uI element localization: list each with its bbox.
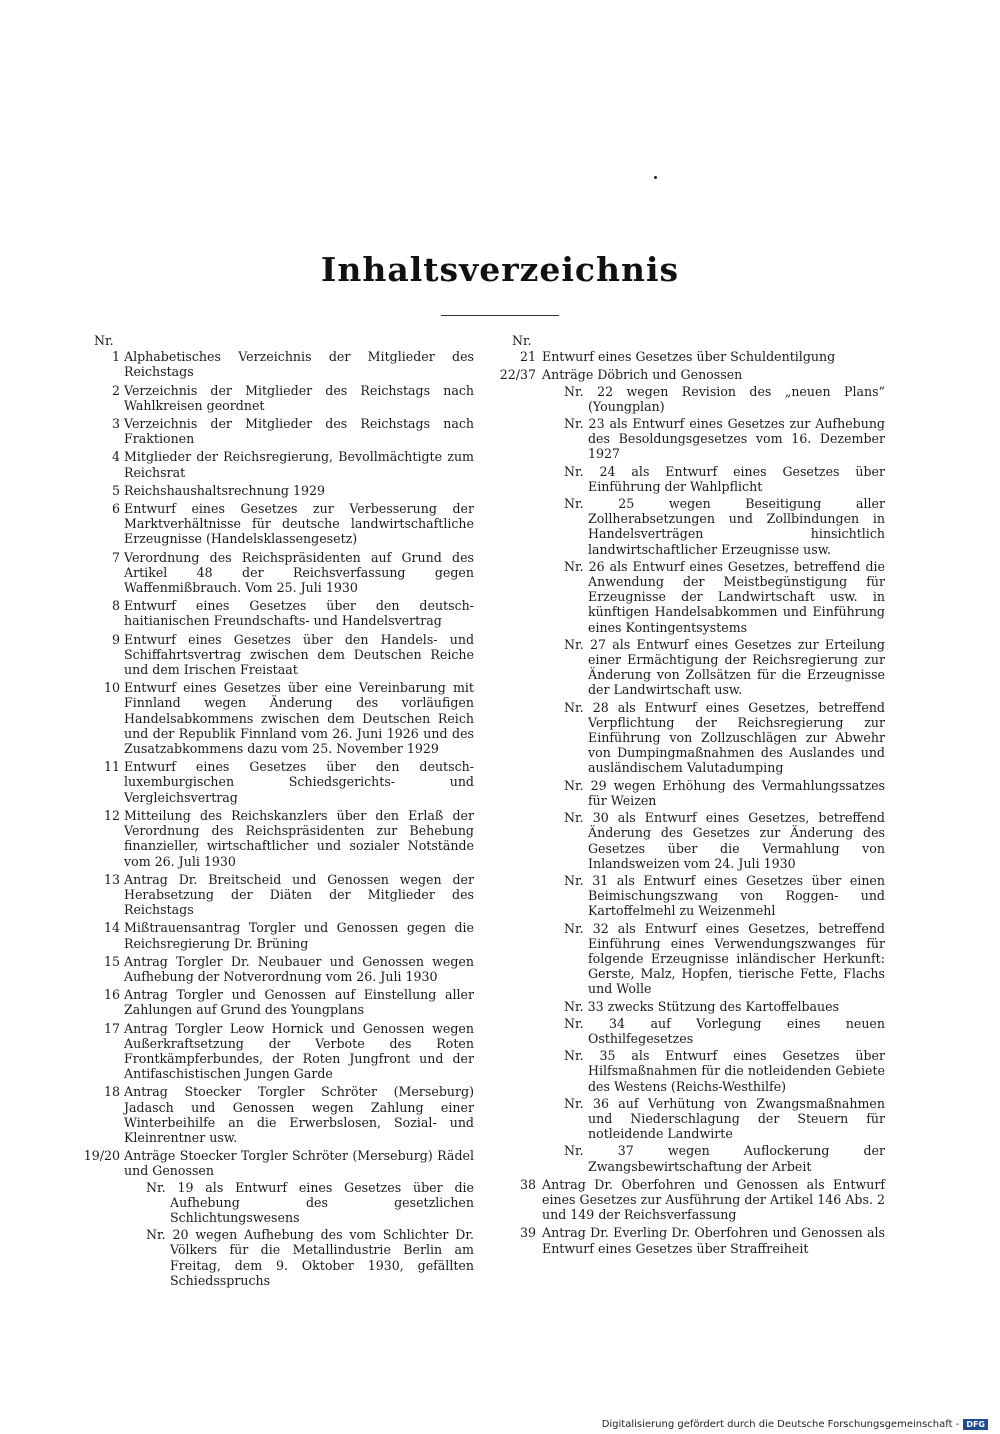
toc-entry: [78, 808, 474, 869]
entry-number: 39: [519, 1225, 536, 1241]
entry-title: Reichshaushaltsrechnung 1929: [124, 482, 326, 498]
toc-entry: [78, 416, 474, 446]
entry-title: Antrag Stoecker Torgler Schröter (Merseburg) Jadasch und Genossen wegen Zahlung einer Winterbeihilfe an die Erwerbslosen, Sozial- und Kleinrentner usw.: [124, 1084, 474, 1145]
entry-number: 15: [103, 953, 120, 969]
entry-title: Anträge Döbrich und Genossen: [542, 367, 743, 383]
toc-entry: [78, 550, 474, 596]
toc-entry: [494, 1177, 885, 1223]
entry-title: Alphabetisches Verzeichnis der Mitglieder des Reichstags: [124, 349, 474, 380]
entry-title: Anträge Stoecker Torgler Schröter (Merseburg) Rädel und Genossen: [124, 1148, 474, 1179]
entry-number: 1: [111, 349, 120, 365]
toc-subentry: Nr. 28 als Entwurf eines Gesetzes, betreffend Verpflichtung der Reichsregierung zur Einführung von Zollzuschlägen zur Abwehr von Dumpingmaßnahmen des Auslandes und ausländischem Valutadumping: [564, 699, 885, 776]
toc-subentry: Nr. 34 auf Vorlegung eines neuen Osthilfegesetzes: [564, 1015, 885, 1046]
toc-entry: [78, 383, 474, 413]
entry-number: 17: [103, 1020, 120, 1036]
toc-subentry: Nr. 23 als Entwurf eines Gesetzes zur Aufhebung des Besoldungsgesetzes vom 16. Dezember 1927: [564, 416, 885, 462]
toc-subentry: Nr. 32 als Entwurf eines Gesetzes, betreffend Einführung eines Verwendungszwanges für folgende Erzeugnisse inländischer Herkunft: Gerste, Malz, Hopfen, tierische Fette, Flachs und Wolle: [564, 920, 885, 997]
entry-title: Mitteilung des Reichskanzlers über den Erlaß der Verordnung des Reichspräsidenten zur Behebung finanzieller, wirtschaftlicher und sozialer Notstände vom 26. Juli 1930: [124, 807, 474, 869]
entry-number: 38: [519, 1176, 536, 1192]
toc-entry: [78, 1021, 474, 1082]
entry-title: Entwurf eines Gesetzes über den deutsch-haitianischen Freundschafts- und Handelsvertrag: [124, 598, 474, 629]
entry-number: 16: [103, 987, 120, 1003]
entry-title: Mißtrauensantrag Torgler und Genossen gegen die Reichsregierung Dr. Brüning: [124, 920, 474, 951]
toc-left-column: [78, 333, 474, 1291]
entry-title: Antrag Torgler Dr. Neubauer und Genossen wegen Aufhebung der Notverordnung vom 26. Juli 1930: [124, 953, 474, 984]
toc-subentry: Nr. 29 wegen Erhöhung des Vermahlungssatzes für Weizen: [564, 777, 885, 808]
entry-title: Antrag Dr. Oberfohren und Genossen als Entwurf eines Gesetzes zur Ausführung der Artikel 146 Abs. 2 und 149 der Reichsverfassung: [542, 1176, 885, 1223]
footer: [602, 1419, 988, 1430]
toc-subentry: Nr. 27 als Entwurf eines Gesetzes zur Erteilung einer Ermächtigung der Reichsregierung zur Änderung von Zollsätzen für die Erzeugnisse der Landwirtschaft usw.: [564, 636, 885, 698]
toc-entry: [78, 954, 474, 984]
toc-entry: [78, 449, 474, 479]
entry-number: 9: [111, 631, 120, 647]
toc-entry: [78, 680, 474, 756]
entry-number: 13: [103, 871, 120, 887]
entry-title: Entwurf eines Gesetzes über Schuldentilgung: [542, 349, 836, 365]
entry-number: 3: [111, 416, 120, 432]
entry-number: 21: [519, 349, 536, 365]
toc-subentry: Nr. 26 als Entwurf eines Gesetzes, betreffend die Anwendung der Meistbegünstigung für Erzeugnisse der Landwirtschaft usw. in künftigen Handelsabkommen und Einführung eines Kontingentsystems: [564, 558, 885, 635]
toc-subentry: Nr. 24 als Entwurf eines Gesetzes über Einführung der Wahlpflicht: [564, 463, 885, 494]
entry-title: Antrag Torgler und Genossen auf Einstellung aller Zahlungen auf Grund des Youngplans: [124, 987, 474, 1018]
entry-title: Entwurf eines Gesetzes über eine Vereinbarung mit Finnland wegen Änderung des vorläufigen Handelsabkommens zwischen dem Deutschen Reich und der Republik Finnland vom 26. Juni 1926 und des Zusatzabkommens dazu vom 25. November 1929: [124, 680, 474, 757]
entry-number: 2: [111, 382, 120, 398]
toc-entry: [78, 872, 474, 918]
toc-subentry: Nr. 25 wegen Beseitigung aller Zollherabsetzungen und Zollbindungen in Handelsverträgen hinsichtlich landwirtschaftlicher Erzeugnisse usw.: [564, 496, 885, 557]
toc-subentry: Nr. 36 auf Verhütung von Zwangsmaßnahmen und Niederschlagung der Steuern für notleidende Landwirte: [564, 1095, 885, 1142]
entry-number: 18: [103, 1084, 120, 1100]
entry-title: Entwurf eines Gesetzes zur Verbesserung der Marktverhältnisse für deutsche landwirtschaftliche Erzeugnisse (Handelsklassengesetz): [124, 501, 474, 547]
toc-subentry: Nr. 30 als Entwurf eines Gesetzes, betreffend Änderung des Gesetzes zur Änderung des Gesetzes über die Vermahlung von Inlandsweizen vom 24. Juli 1930: [564, 810, 885, 871]
entry-title: Antrag Dr. Everling Dr. Oberfohren und Genossen als Entwurf eines Gesetzes über Straffreiheit: [542, 1225, 885, 1256]
toc-entry: [494, 367, 885, 1173]
toc-right-list: [494, 349, 885, 1256]
toc-entry: [78, 501, 474, 547]
page-title: Inhaltsverzeichnis: [320, 250, 680, 289]
entry-title: Antrag Dr. Breitscheid und Genossen wegen der Herabsetzung der Diäten der Mitglieder des Reichstags: [124, 871, 474, 918]
nr-header-left: Nr.: [94, 333, 114, 348]
entry-number: 10: [103, 680, 120, 696]
toc-entry: [78, 759, 474, 805]
nr-header-right: Nr.: [512, 333, 532, 348]
toc-entry: [78, 349, 474, 379]
toc-subentry: Nr. 37 wegen Auflockerung der Zwangsbewirtschaftung der Arbeit: [564, 1143, 885, 1174]
entry-number: 12: [103, 807, 120, 823]
toc-entry: [78, 987, 474, 1017]
entry-title: Antrag Torgler Leow Hornick und Genossen wegen Außerkraftsetzung der Verbote des Roten Frontkämpferbundes, der Roten Jungfront und der Antifaschistischen Jungen Garde: [124, 1020, 474, 1082]
toc-subentry: Nr. 33 zwecks Stützung des Kartoffelbaues: [564, 998, 840, 1014]
toc-entry: [78, 920, 474, 950]
toc-entry: [78, 483, 474, 498]
toc-entry: [78, 1148, 474, 1288]
toc-entry: [78, 598, 474, 628]
entry-number: 19/20: [83, 1148, 120, 1164]
toc-entry: [494, 1225, 885, 1255]
entry-number: 14: [103, 920, 120, 936]
toc-entry: [78, 1084, 474, 1145]
entry-number: 4: [111, 449, 120, 465]
dfg-logo: DFG: [963, 1419, 988, 1430]
toc-subentry: Nr. 19 als Entwurf eines Gesetzes über die Aufhebung des gesetzlichen Schlichtungswesens: [146, 1179, 474, 1225]
entry-title: Verzeichnis der Mitglieder des Reichstags nach Fraktionen: [124, 416, 474, 447]
entry-title: Entwurf eines Gesetzes über den Handels- und Schiffahrtsvertrag zwischen dem Deutschen Reiche und dem Irischen Freistaat: [124, 631, 474, 678]
toc-right-column: [494, 333, 885, 1259]
entry-number: 6: [111, 501, 120, 517]
toc-entry: [494, 349, 885, 364]
toc-subentry: Nr. 20 wegen Aufhebung des vom Schlichter Dr. Völkers für die Metallindustrie Berlin am Freitag, dem 9. Oktober 1930, gefällten Schiedsspruchs: [146, 1227, 474, 1288]
entry-title: Entwurf eines Gesetzes über den deutsch-luxemburgischen Schiedsgerichts- und Vergleichsvertrag: [124, 759, 474, 805]
toc-left-list: [78, 349, 474, 1288]
entry-number: 11: [103, 759, 120, 775]
title-divider: [441, 315, 559, 316]
entry-number: 22/37: [499, 367, 536, 383]
toc-entry: [78, 632, 474, 678]
toc-subentry: Nr. 22 wegen Revision des „neuen Plans“ (Youngplan): [564, 383, 885, 414]
entry-number: 8: [111, 598, 120, 614]
ink-speck: [654, 176, 657, 179]
toc-subentry: Nr. 35 als Entwurf eines Gesetzes über Hilfsmaßnahmen für die notleidenden Gebiete des Westens (Reichs-Westhilfe): [564, 1048, 885, 1094]
footer-text: Digitalisierung gefördert durch die Deutsche Forschungsgemeinschaft -: [601, 1419, 960, 1430]
entry-number: 5: [111, 482, 120, 498]
entry-title: Verordnung des Reichspräsidenten auf Grund des Artikel 48 der Reichsverfassung gegen Waffenmißbrauch. Vom 25. Juli 1930: [124, 549, 474, 596]
entry-title: Mitglieder der Reichsregierung, Bevollmächtigte zum Reichsrat: [124, 449, 474, 480]
entry-title: Verzeichnis der Mitglieder des Reichstags nach Wahlkreisen geordnet: [124, 382, 474, 413]
toc-subentry: Nr. 31 als Entwurf eines Gesetzes über einen Beimischungszwang von Roggen- und Kartoffelmehl zu Weizenmehl: [564, 872, 885, 919]
entry-number: 7: [111, 549, 120, 565]
